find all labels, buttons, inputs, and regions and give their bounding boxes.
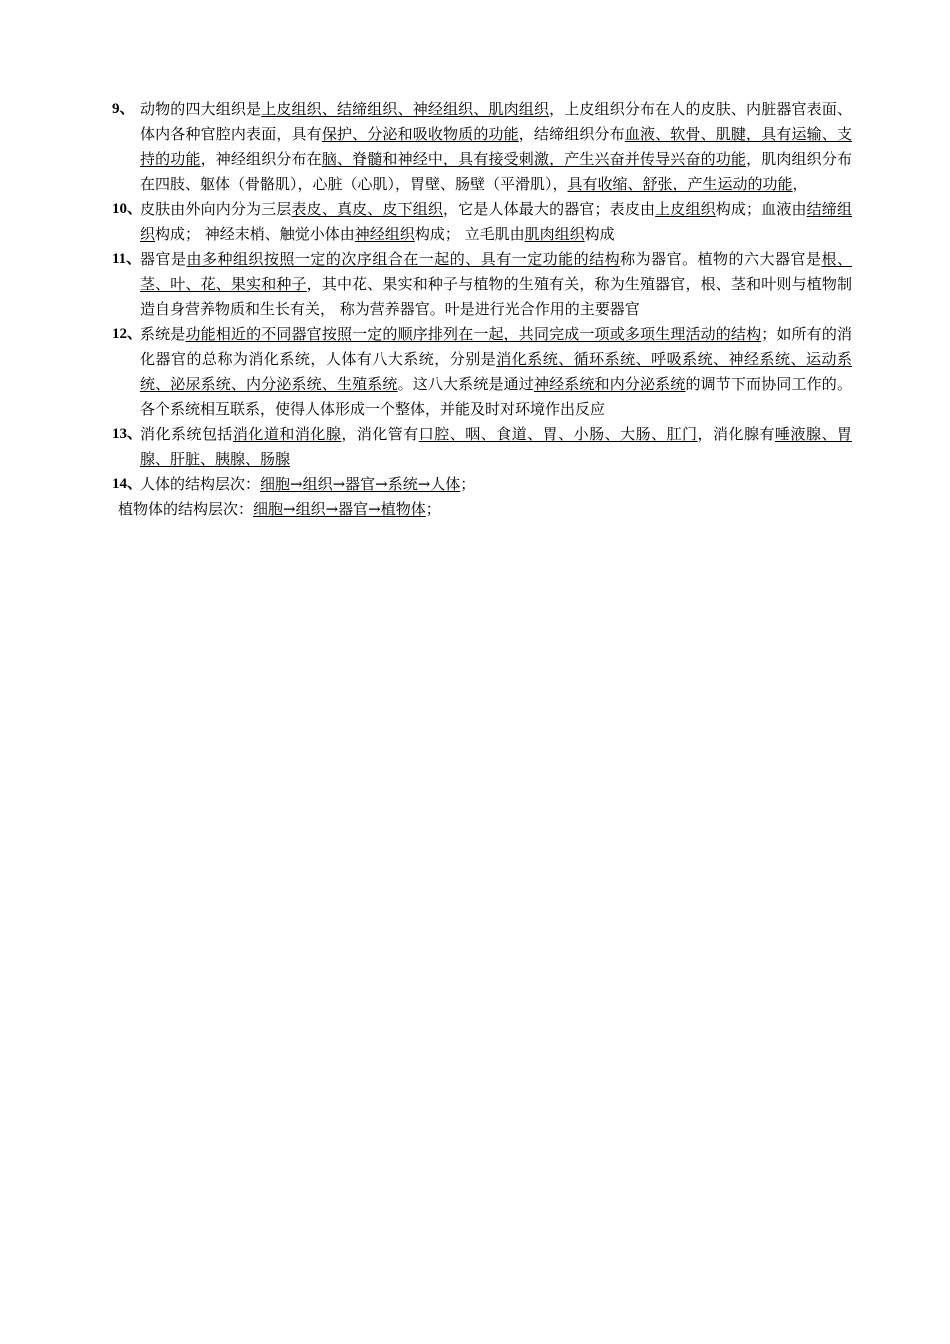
paragraph-text: 构成 (584, 225, 615, 243)
paragraph-text: 消化系统包括 (140, 425, 233, 443)
item-text (140, 422, 852, 472)
underlined-key-term: 消化系统、循环系统、呼吸系统、神经系统、运动系统、泌尿系统、内分泌系统、生殖系统 (140, 350, 852, 393)
item-text (140, 322, 852, 422)
paragraph-text: 器官是 (140, 250, 187, 268)
underlined-key-term: 神经系统和内分泌系统 (533, 375, 686, 393)
numbered-item (112, 422, 852, 472)
underlined-key-term: 由多种组织按照一定的次序组合在一起的、具有一定功能的结构 (186, 250, 621, 268)
plant-structure-line (112, 497, 852, 522)
underlined-key-term: 上皮组织、结缔组织、神经组织、肌肉组织 (261, 100, 550, 118)
paragraph-text: 构成； 神经末梢、触觉小体由 (155, 225, 355, 243)
paragraph-text: 。这八大系统是通过 (397, 375, 534, 393)
numbered-item (112, 322, 852, 422)
underlined-key-term: 消化道和消化腺 (232, 425, 342, 443)
numbered-item (112, 97, 852, 197)
paragraph-text: 构成；血液由 (715, 200, 807, 218)
paragraph-text: 的调节下而协同工作的。各个系统相互联系，使得人体形成一个整体，并能及时对环境作出反应 (140, 375, 852, 418)
numbered-item (112, 247, 852, 322)
notes-content (112, 97, 852, 522)
item-number: 14、 (112, 476, 143, 492)
item-text (118, 497, 852, 522)
underlined-key-term: 根、茎、叶、花、果实和种子 (140, 250, 852, 293)
underlined-key-term: 功能相近的不同器官按照一定的顺序排列在一起，共同完成一项或多项生理活动的结构 (185, 325, 762, 343)
paragraph-text: ，其中花、果实和种子与植物的生殖有关，称为生殖器官，根、茎和叶则与植物制造自身营养物质和生长有关， 称为营养器官。叶是进行光合作用的主要器官 (140, 275, 852, 318)
numbered-item (112, 472, 852, 497)
paragraph-text: 人体的结构层次： (140, 475, 261, 493)
item-number: 11、 (112, 251, 142, 267)
underlined-key-term: 血液、软骨、肌腱，具有运输、支持的功能 (140, 125, 852, 168)
item-text (140, 472, 852, 497)
item-number: 10、 (112, 201, 143, 217)
underlined-key-term: 表皮、真皮、皮下组织 (291, 200, 444, 218)
paragraph-text: ，它是人体最大的器官；表皮由 (443, 200, 656, 218)
underlined-key-term: 细胞→组织→器官→植物体 (253, 500, 426, 518)
underlined-key-term: 神经组织 (354, 225, 415, 243)
underlined-key-term: 保护、分泌和吸收物质的功能 (321, 125, 519, 143)
underlined-key-term: 口腔、咽、食道、胃、小肠、大肠、肛门 (418, 425, 698, 443)
paragraph-text: ，肌肉组织分布在四肢、躯体（骨骼肌），心脏（心肌），胃壁、肠壁（平滑肌）， (140, 150, 852, 193)
paragraph-text: 系统是 (140, 325, 186, 343)
paragraph-text: ； (460, 475, 476, 493)
underlined-key-term: 上皮组织 (655, 200, 716, 218)
paragraph-text: ，神经组织分布在 (200, 150, 322, 168)
item-text (140, 97, 852, 197)
item-text (140, 247, 852, 322)
paragraph-text: 动物的四大组织是 (140, 100, 262, 118)
item-text (140, 197, 852, 247)
paragraph-text: ，消化腺有 (697, 425, 775, 443)
paragraph-text: 皮肤由外向内分为三层 (140, 200, 292, 218)
paragraph-text: ； (425, 500, 441, 518)
underlined-key-term: 肌肉组织 (524, 225, 585, 243)
paragraph-text: ，消化管有 (341, 425, 419, 443)
underlined-key-term: 具有收缩、舒张，产生运动的功能 (567, 175, 793, 193)
underlined-key-term: 唾液腺、胃腺、肝脏、胰腺、肠腺 (140, 425, 852, 468)
item-number: 13、 (112, 426, 143, 442)
paragraph-text: ，上皮组织分布在人的皮肤、内脏器官表面、体内各种官腔内表面，具有 (140, 100, 852, 143)
underlined-key-term: 脑、脊髓和神经中，具有接受刺激，产生兴奋并传导兴奋的功能 (321, 150, 747, 168)
underlined-key-term: 细胞→组织→器官→系统→人体 (260, 475, 461, 493)
paragraph-text: 称为器官。植物的六大器官是 (620, 250, 822, 268)
item-number: 12、 (112, 326, 143, 342)
numbered-item (112, 197, 852, 247)
underlined-key-term: 结缔组织 (140, 200, 852, 243)
item-number: 9、 (112, 101, 135, 117)
paragraph-text: ， (792, 175, 808, 193)
paragraph-text: 植物体的结构层次： (118, 500, 254, 518)
paragraph-text: 构成； 立毛肌由 (414, 225, 525, 243)
paragraph-text: ，结缔组织分布 (518, 125, 625, 143)
paragraph-text: ；如所有的消化器官的总称为消化系统，人体有八大系统，分别是 (140, 325, 852, 368)
